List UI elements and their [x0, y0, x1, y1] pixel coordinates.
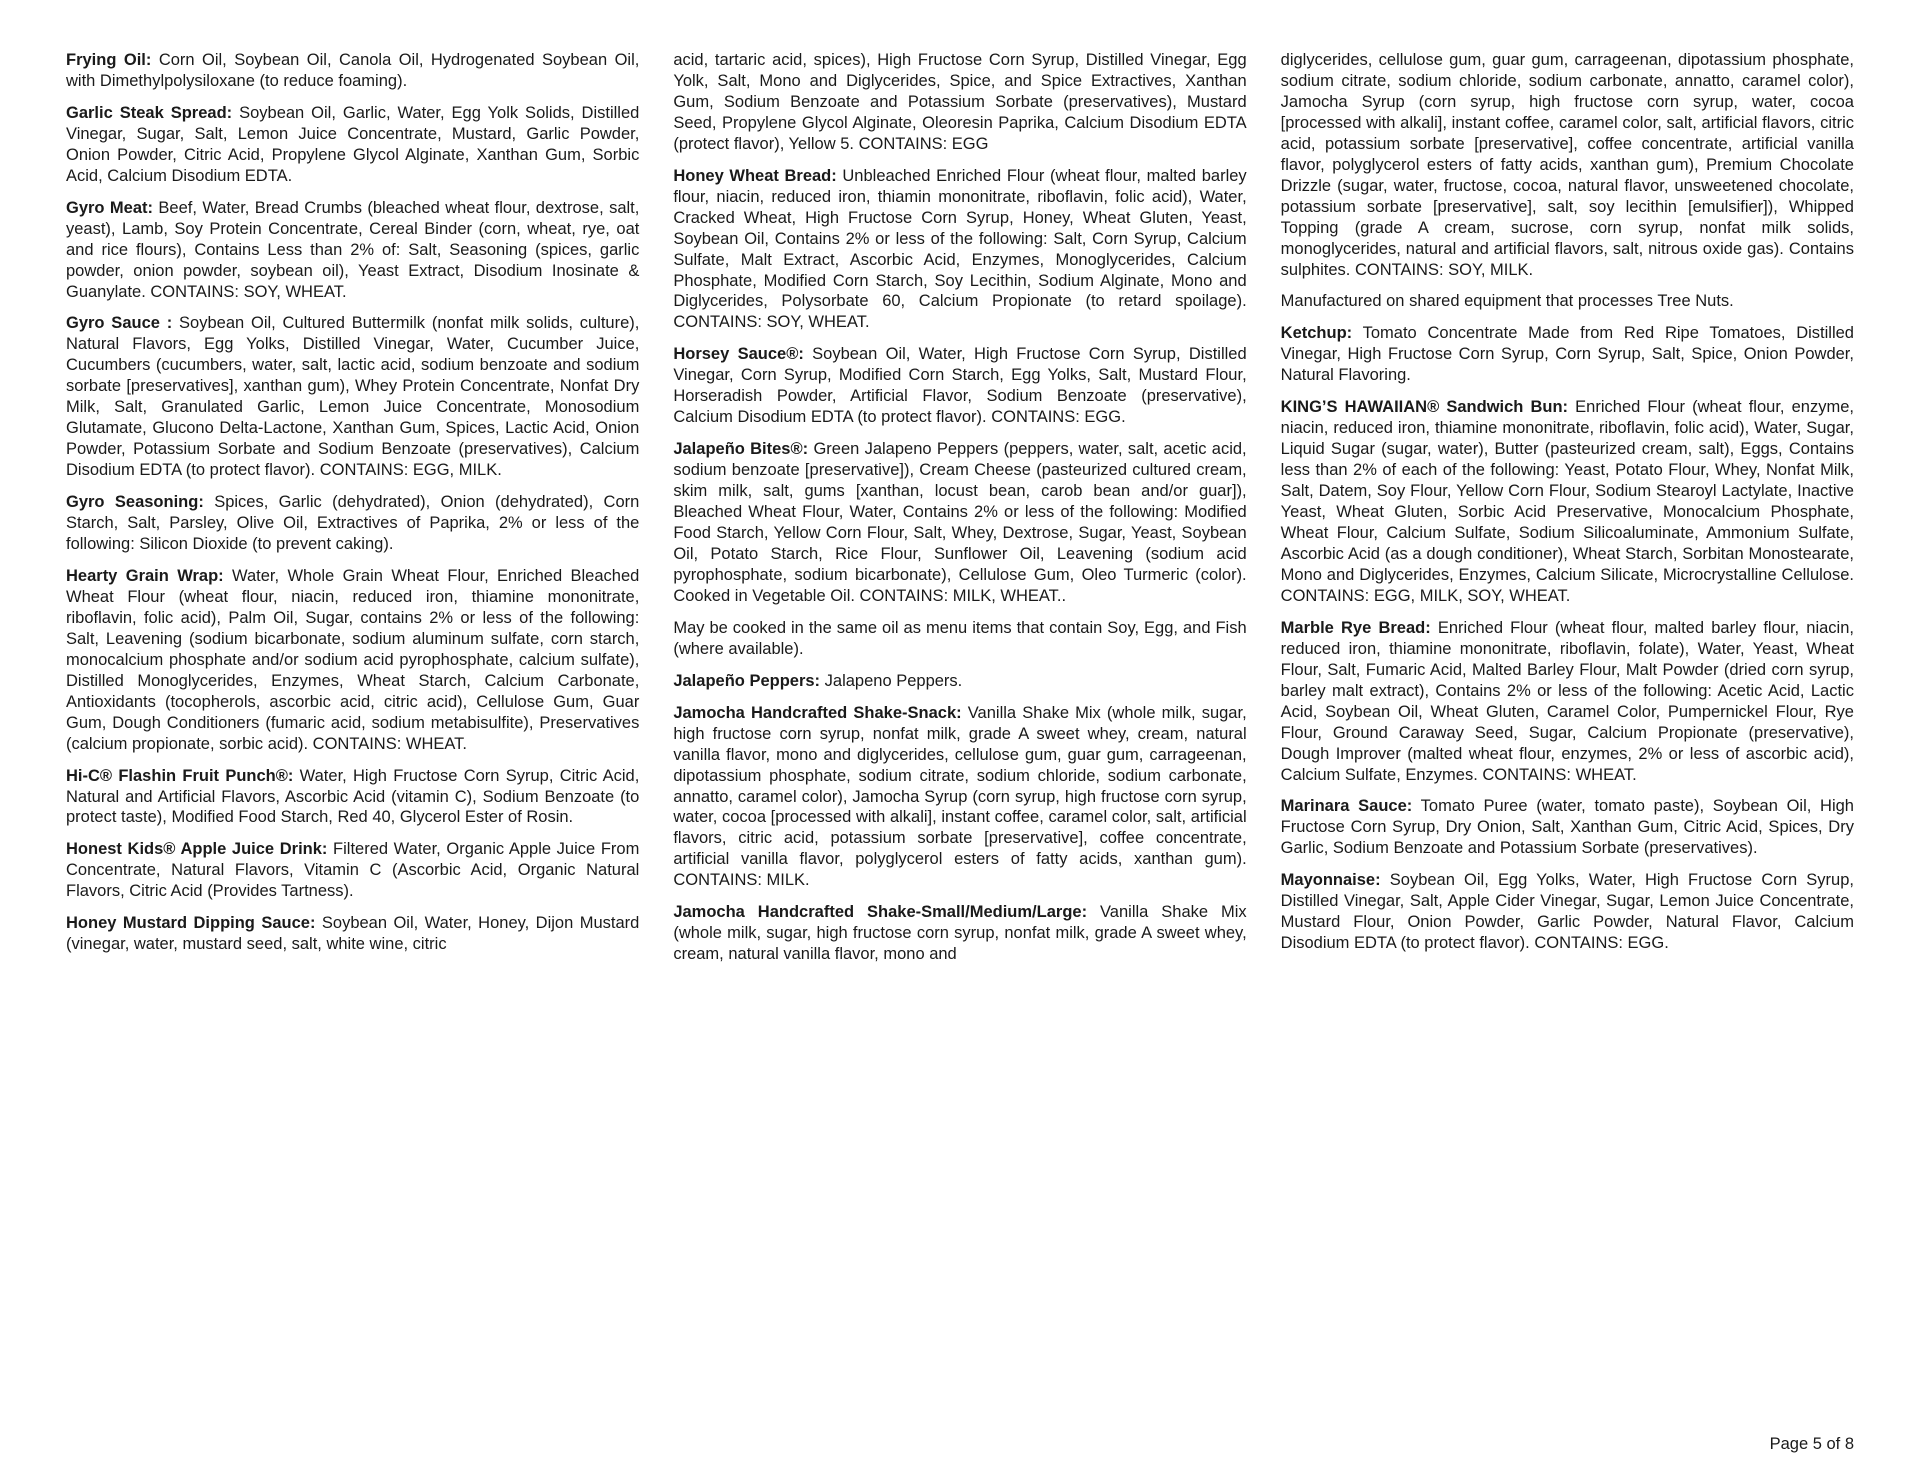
ingredient-text: Enriched Flour (wheat flour, enzyme, niacin, reduced iron, thiamine mononitrate, riboflavin, folic acid), Water, Sugar, Liquid Sugar (sugar, water), Butter (pasteurized cream, salt), Eggs, Contains less than 2% of each of the following: Yeast, Potato Flour, Whey, Nonfat Milk, Salt, Datem, Soy Flour, Yellow Corn Flour, Sodium Stearoyl Lactylate, Inactive Yeast, Wheat Gluten, Sorbic Acid Preservative, Monocalcium Phosphate, Wheat Flour, Calcium Sulfate, Sodium Silicoaluminate, Ammonium Sulfate, Ascorbic Acid (as a dough conditioner), Wheat Starch, Sorbitan Monostearate, Mono and Diglycerides, Enzymes, Calcium Silicate, Microcrystalline Cellulose. CONTAINS: EGG, MILK, SOY, WHEAT. [1280, 398, 1854, 605]
ingredient-entry-marinara-sauce [1281, 796, 1854, 859]
ingredient-entry-mayonnaise [1281, 870, 1854, 954]
column-1 [66, 50, 639, 976]
ingredient-text: Beef, Water, Bread Crumbs (bleached wheat flour, dextrose, salt, yeast), Lamb, Soy Protein Concentrate, Cereal Binder (corn, wheat, rye, oat and rice flours), Contains Less than 2% of: Salt, Seasoning (spices, garlic powder, onion powder, soybean oil), Yeast Extract, Disodium Inosinate & Guanylate. CONTAINS: SOY, WHEAT. [66, 198, 640, 301]
ingredient-name: Frying Oil: [66, 51, 152, 69]
ingredient-text: Soybean Oil, Water, Honey, Dijon Mustard (vinegar, water, mustard seed, salt, white wine, citric [66, 914, 640, 954]
ingredient-text: Soybean Oil, Cultured Buttermilk (nonfat milk solids, culture), Natural Flavors, Egg Yolks, Distilled Vinegar, Water, Cucumber Juice, Cucumbers (cucumbers, water, salt, lactic acid, sodium benzoate and sodium sorbate [preservatives], xanthan gum), Whey Protein Concentrate, Nonfat Dry Milk, Salt, Granulated Garlic, Lemon Juice Concentrate, Monosodium Glutamate, Glucono Delta-Lactone, Xanthan Gum, Spices, Lactic Acid, Onion Powder, Potassium Sorbate and Sodium Benzoate (preservatives), Calcium Disodium EDTA (to protect flavor). CONTAINS: EGG, MILK. [66, 314, 640, 480]
note-text: May be cooked in the same oil as menu items that contain Soy, Egg, and Fish (where available). [673, 618, 1247, 658]
page-number: Page 5 of 8 [1769, 1435, 1854, 1453]
ingredient-entry-jalapeno-peppers [673, 671, 1246, 692]
ingredient-text: Green Jalapeno Peppers (peppers, water, salt, acetic acid, sodium benzoate [preservative]), Cream Cheese (pasteurized cultured cream, skim milk, salt, gums [xanthan, locust bean, carob bean and/or guar]), Bleached Wheat Flour, Water, Contains 2% or less of the following: Modified Food Starch, Yellow Corn Flour, Salt, Whey, Dextrose, Sugar, Yeast, Soybean Oil, Potato Starch, Rice Flour, Sunflower Oil, Leavening (sodium acid pyrophosphate, sodium bicarbonate), Cellulose Gum, Oleo Turmeric (color). Cooked in Vegetable Oil. CONTAINS: MILK, WHEAT.. [673, 440, 1247, 605]
ingredient-text: Unbleached Enriched Flour (wheat flour, malted barley flour, niacin, reduced iron, thiamin mononitrate, riboflavin, folic acid), Water, Cracked Wheat, High Fructose Corn Syrup, Honey, Wheat Gluten, Yeast, Soybean Oil, Contains 2% or less of the following: Salt, Corn Syrup, Calcium Sulfate, Malt Extract, Ascorbic Acid, Enzymes, Monoglycerides, Calcium Phosphate, Modified Corn Starch, Soy Lecithin, Sodium Alginate, Mono and Diglycerides, Polysorbate 60, Calcium Propionate (to retard spoilage). CONTAINS: SOY, WHEAT. [673, 166, 1247, 332]
ingredient-text: Vanilla Shake Mix (whole milk, sugar, high fructose corn syrup, nonfat milk, grade A sweet whey, cream, natural vanilla flavor, mono and diglycerides, cellulose gum, guar gum, carrageenan, dipotassium phosphate, sodium citrate, sodium chloride, sodium carbonate, annatto, caramel color), Jamocha Syrup (corn syrup, high fructose corn syrup, water, cocoa [processed with alkali], instant coffee, caramel color, salt, artificial flavors, citric acid, potassium sorbate [preservative], coffee concentrate, artificial vanilla flavor, polyglycerol esters of fatty acids, xanthan gum). CONTAINS: MILK. [673, 703, 1247, 890]
columns-container [66, 50, 1854, 976]
ingredient-name: Jamocha Handcrafted Shake-Small/Medium/Large: [673, 903, 1088, 922]
ingredient-entry-honey-wheat-bread [673, 166, 1246, 334]
continuation-honey-mustard [673, 50, 1246, 155]
ingredient-name: Jalapeño Bites®: [673, 440, 809, 459]
ingredient-name: Ketchup: [1280, 324, 1353, 343]
note-shared-oil [673, 618, 1246, 660]
ingredient-text: Corn Oil, Soybean Oil, Canola Oil, Hydrogenated Soybean Oil, with Dimethylpolysiloxane (to reduce foaming). [66, 51, 640, 90]
ingredient-entry-gyro-meat [66, 198, 639, 303]
ingredient-text: Jalapeno Peppers. [824, 671, 963, 690]
ingredient-entry-jalapeno-bites [673, 439, 1246, 607]
ingredient-text: Spices, Garlic (dehydrated), Onion (dehydrated), Corn Starch, Salt, Parsley, Olive Oil, Extractives of Paprika, 2% or less of the following: Silicon Dioxide (to prevent caking). [66, 493, 640, 554]
ingredient-name: Horsey Sauce®: [673, 345, 804, 364]
ingredient-entry-ketchup [1281, 323, 1854, 386]
ingredient-name: Jalapeño Peppers: [673, 671, 821, 690]
ingredient-entry-garlic-steak-spread [66, 103, 639, 187]
ingredient-text: acid, tartaric acid, spices), High Fructose Corn Syrup, Distilled Vinegar, Egg Yolk, Salt, Mono and Diglycerides, Spice, and Spice Extractives, Xanthan Gum, Sodium Benzoate and Potassium Sorbate (preservatives), Mustard Seed, Propylene Glycol Alginate, Oleoresin Paprika, Calcium Disodium EDTA (protect flavor), Yellow 5. CONTAINS: EGG [673, 51, 1247, 153]
ingredient-name: Gyro Meat: [66, 198, 153, 217]
ingredient-entry-kings-hawaiian-bun [1281, 397, 1854, 607]
ingredient-text: Soybean Oil, Egg Yolks, Water, High Fructose Corn Syrup, Distilled Vinegar, Salt, Apple Cider Vinegar, Sugar, Lemon Juice Concentrate, Mustard Flour, Onion Powder, Garlic Powder, Natural Flavor, Calcium Disodium EDTA (to protect flavor). CONTAINS: EGG. [1280, 871, 1854, 953]
ingredient-name: Mayonnaise: [1280, 871, 1381, 890]
ingredient-entry-hic-fruit-punch [66, 766, 639, 829]
ingredient-text: Enriched Flour (wheat flour, malted barley flour, niacin, reduced iron, thiamine mononitrate, riboflavin, folate), Water, Yeast, Wheat Flour, Salt, Fumaric Acid, Malted Barley Flour, Malt Powder (dried corn syrup, barley malt extract), Contains 2% or less of the following: Acetic Acid, Lactic Acid, Soybean Oil, Wheat Gluten, Caramel Color, Pumpernickel Flour, Rye Flour, Ground Caraway Seed, Sugar, Calcium Propionate (preservative), Dough Improver (malted wheat flour, enzymes, 2% or less of ascorbic acid), Calcium Sulfate, Enzymes. CONTAINS: WHEAT. [1280, 618, 1854, 784]
ingredient-text: Soybean Oil, Garlic, Water, Egg Yolk Solids, Distilled Vinegar, Sugar, Salt, Lemon Juice Concentrate, Mustard, Garlic Powder, Onion Powder, Citric Acid, Propylene Glycol Alginate, Xanthan Gum, Sorbic Acid, Calcium Disodium EDTA. [66, 103, 640, 185]
ingredient-entry-horsey-sauce [673, 344, 1246, 428]
ingredient-entry-honest-kids-apple-juice [66, 839, 639, 902]
note-tree-nuts [1281, 291, 1854, 312]
ingredient-name: Gyro Seasoning: [66, 493, 204, 512]
ingredient-text: diglycerides, cellulose gum, guar gum, carrageenan, dipotassium phosphate, sodium citrate, sodium chloride, sodium carbonate, annatto, caramel color), Jamocha Syrup (corn syrup, high fructose corn syrup, water, cocoa [processed with alkali], instant coffee, caramel color, salt, artificial flavors, citric acid, potassium sorbate [preservative], coffee concentrate, artificial vanilla flavor, polyglycerol esters of fatty acids, xanthan gum), Premium Chocolate Drizzle (sugar, water, fructose, cocoa, natural flavor, unsweetened chocolate, potassium sorbate [preservative], salt, soy lecithin [emulsifier]), Whipped Topping (grade A cream, sucrose, corn syrup, nonfat milk solids, monoglycerides, natural and artificial flavors, salt, nitrous oxide gas). Contains sulphites. CONTAINS: SOY, MILK. [1280, 51, 1854, 279]
ingredient-entry-honey-mustard-dipping-sauce [66, 913, 639, 955]
ingredient-name: Marble Rye Bread: [1280, 618, 1431, 637]
ingredient-text: Water, High Fructose Corn Syrup, Citric Acid, Natural and Artificial Flavors, Ascorbic Acid (vitamin C), Sodium Benzoate (to protect taste), Modified Food Starch, Red 40, Glycerol Ester of Rosin. [66, 766, 640, 827]
ingredient-entry-gyro-sauce [66, 313, 639, 481]
ingredient-name: Hearty Grain Wrap: [66, 566, 224, 585]
ingredient-entry-marble-rye-bread [1281, 618, 1854, 786]
ingredient-entry-jamocha-shake-snack [673, 703, 1246, 892]
ingredient-text: Tomato Concentrate Made from Red Ripe Tomatoes, Distilled Vinegar, High Fructose Corn Syrup, Corn Syrup, Salt, Spice, Onion Powder, Natural Flavoring. [1280, 324, 1854, 385]
ingredient-name: Honey Mustard Dipping Sauce: [66, 914, 316, 933]
ingredient-name: Hi-C® Flashin Fruit Punch®: [66, 766, 294, 785]
ingredient-text: Water, Whole Grain Wheat Flour, Enriched Bleached Wheat Flour (wheat flour, niacin, reduced iron, thiamine mononitrate, riboflavin, folic acid), Palm Oil, Sugar, contains 2% or less of the following: Salt, Leavening (sodium bicarbonate, sodium aluminum sulfate, corn starch, monocalcium phosphate and/or sodium acid pyrophosphate, calcium sulfate), Distilled Monoglycerides, Enzymes, Wheat Starch, Calcium Carbonate, Antioxidants (tocopherols, ascorbic acid, citric acid), Cellulose Gum, Guar Gum, Dough Conditioners (fumaric acid, sodium metabisulfite), Preservatives (calcium propionate, sorbic acid). CONTAINS: WHEAT. [66, 566, 640, 753]
ingredient-name: Honey Wheat Bread: [673, 166, 837, 185]
ingredient-entry-jamocha-shake-sml [673, 902, 1246, 965]
ingredient-entry-gyro-seasoning [66, 492, 639, 555]
ingredient-name: Jamocha Handcrafted Shake-Snack: [673, 703, 962, 722]
ingredient-entry-hearty-grain-wrap [66, 566, 639, 755]
ingredient-name: Gyro Sauce : [66, 314, 173, 333]
ingredient-text: Tomato Puree (water, tomato paste), Soybean Oil, High Fructose Corn Syrup, Dry Onion, Salt, Xanthan Gum, Citric Acid, Spices, Dry Garlic, Sodium Benzoate and Potassium Sorbate (preservatives). [1280, 797, 1854, 858]
ingredient-entry-frying-oil [66, 50, 639, 92]
ingredient-text: Vanilla Shake Mix (whole milk, sugar, high fructose corn syrup, nonfat milk, grade A sweet whey, cream, natural vanilla flavor, mono and [673, 903, 1247, 964]
ingredient-name: KING’S HAWAIIAN® Sandwich Bun: [1280, 398, 1569, 417]
ingredient-name: Garlic Steak Spread: [66, 103, 233, 122]
column-3 [1281, 50, 1854, 976]
ingredient-text: Soybean Oil, Water, High Fructose Corn Syrup, Distilled Vinegar, Corn Syrup, Modified Corn Starch, Egg Yolks, Salt, Mustard Flour, Horseradish Powder, Artificial Flavor, Sodium Benzoate (preservative), Calcium Disodium EDTA (to protect flavor). CONTAINS: EGG. [673, 345, 1247, 427]
ingredient-name: Honest Kids® Apple Juice Drink: [66, 840, 328, 859]
ingredient-name: Marinara Sauce: [1280, 797, 1413, 816]
continuation-jamocha-shake [1281, 50, 1854, 280]
note-text: Manufactured on shared equipment that processes Tree Nuts. [1280, 292, 1734, 311]
ingredient-text: Filtered Water, Organic Apple Juice From Concentrate, Natural Flavors, Vitamin C (Ascorbic Acid, Organic Natural Flavors, Citric Acid (Provides Tartness). [66, 840, 640, 901]
column-2 [673, 50, 1246, 976]
